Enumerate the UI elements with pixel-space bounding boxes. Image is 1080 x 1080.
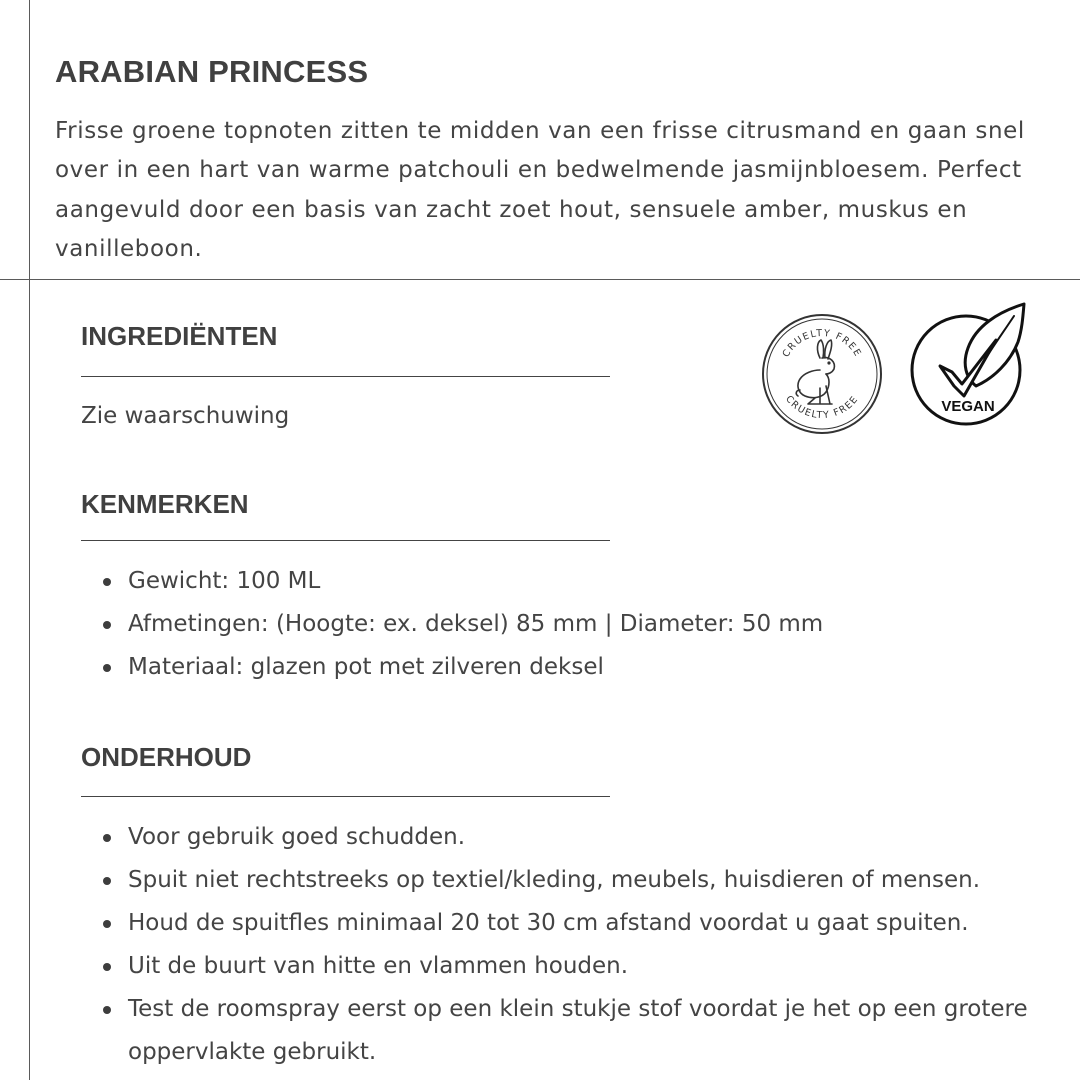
- ingredients-rule: [81, 376, 610, 377]
- horizontal-divider: [0, 279, 1080, 280]
- vertical-divider: [29, 0, 30, 1080]
- svg-text:CRUELTY FREE: [783, 394, 861, 422]
- ingredients-text: Zie waarschuwing: [81, 403, 290, 429]
- product-title: ARABIAN PRINCESS: [55, 54, 369, 89]
- vegan-label: VEGAN: [941, 398, 995, 415]
- features-heading: KENMERKEN: [81, 489, 249, 519]
- list-item: Test de roomspray eerst op een klein stukje stof voordat je het op een grotere oppervlakte gebruikt.: [81, 988, 1061, 1074]
- list-item: Spuit niet rechtstreeks op textiel/kleding, meubels, huisdieren of mensen.: [81, 859, 1061, 902]
- vegan-badge: [906, 300, 1030, 434]
- ingredients-heading: INGREDIËNTEN: [81, 321, 278, 351]
- list-item: Gewicht: 100 ML: [81, 560, 1061, 603]
- cruelty-free-badge: [760, 312, 884, 436]
- product-description: Frisse groene topnoten zitten te midden van een frisse citrusmand en gaan snel over in een hart van warme patchouli en bedwelmende jasmijnbloesem. Perfect aangevuld door een basis van zacht zoet hout, sensuele amber, muskus en vanilleboon.: [55, 118, 1025, 262]
- care-heading: ONDERHOUD: [81, 742, 252, 772]
- features-list: [81, 560, 1061, 689]
- list-item: Afmetingen: (Hoogte: ex. deksel) 85 mm | Diameter: 50 mm: [81, 603, 1061, 646]
- list-item: Voor gebruik goed schudden.: [81, 816, 1061, 859]
- cruelty-free-bottom-label: CRUELTY FREE: [783, 393, 861, 422]
- features-rule: [81, 540, 610, 541]
- care-list: [81, 816, 1061, 1074]
- list-item: Uit de buurt van hitte en vlammen houden.: [81, 945, 1061, 988]
- list-item: Materiaal: glazen pot met zilveren deksel: [81, 646, 1061, 689]
- list-item: Houd de spuitfles minimaal 20 tot 30 cm afstand voordat u gaat spuiten.: [81, 902, 1061, 945]
- cruelty-free-top-label: CRUELTY FREE: [780, 327, 864, 360]
- rabbit-icon: [796, 340, 834, 404]
- care-rule: [81, 796, 610, 797]
